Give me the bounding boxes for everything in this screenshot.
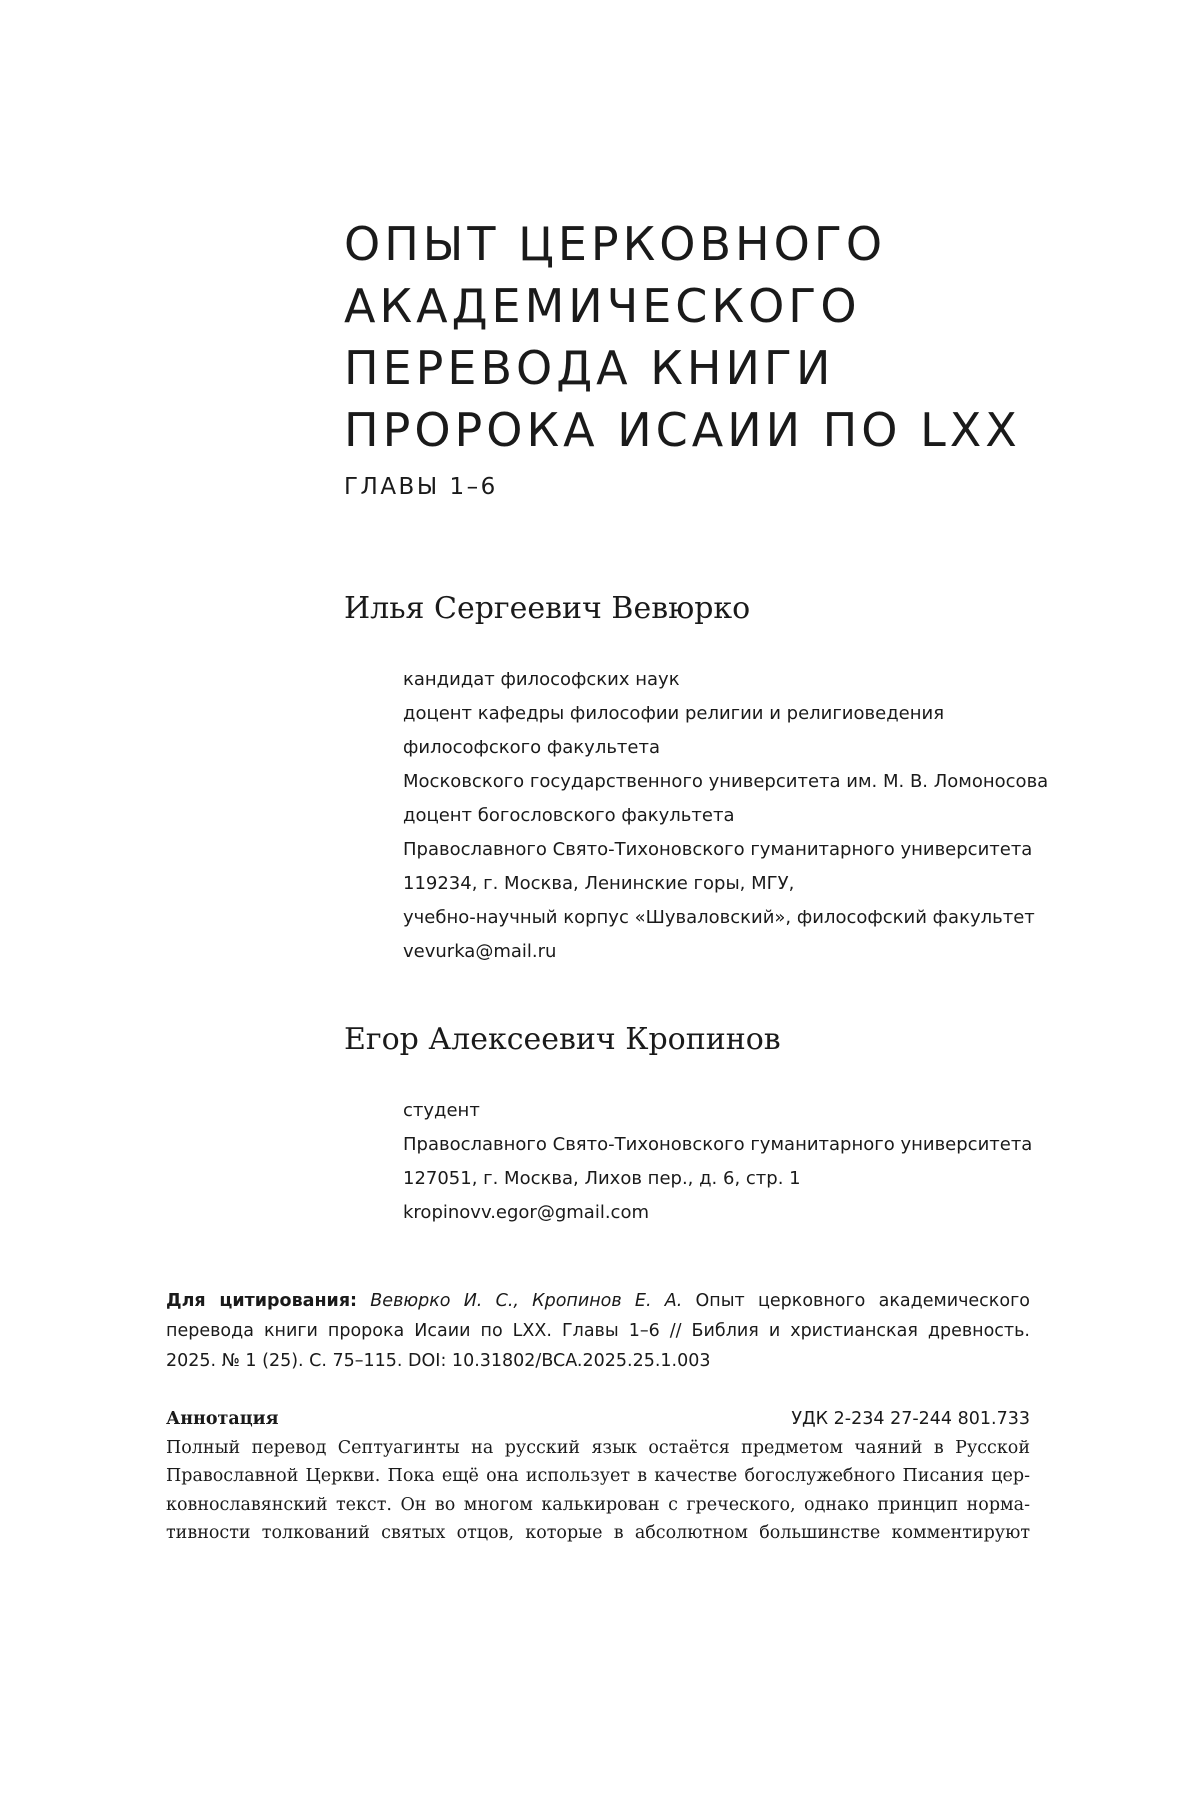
- title-line: ОПЫТ ЦЕРКОВНОГО: [344, 217, 887, 271]
- affiliation-line: кандидат философских наук: [403, 669, 680, 690]
- author-name-2: Егор Алексеевич Кропинов: [344, 1022, 781, 1057]
- citation-label: Для цитирования:: [166, 1291, 358, 1311]
- abstract-block: [166, 1405, 1030, 1548]
- title-line: ПРОРОКА ИСАИИ ПО LXX: [344, 403, 1021, 457]
- citation-text: Опыт церковного академического перевода книги пророка Исаии по LXX. Главы 1–6 // Библия и христианская древность. 2025. № 1 (25). С. 75–115. DOI: 10.31802/BCA.2025.25.1.003: [166, 1291, 1030, 1371]
- abstract-heading: Аннотация: [166, 1409, 279, 1429]
- author-email-1[interactable]: vevurka@mail.ru: [403, 941, 557, 962]
- article-title: [344, 213, 1021, 461]
- affiliation-line: философского факультета: [403, 737, 661, 758]
- affiliation-line: доцент богословского факультета: [403, 805, 735, 826]
- affiliation-line: Православного Свято-Тихоновского гуманитарного университета: [403, 839, 1033, 860]
- citation-block: [166, 1286, 1030, 1376]
- title-line: АКАДЕМИЧЕСКОГО: [344, 279, 861, 333]
- title-line: ПЕРЕВОДА КНИГИ: [344, 341, 835, 395]
- author-email-2[interactable]: kropinovv.egor@gmail.com: [403, 1202, 649, 1223]
- affiliation-line: студент: [403, 1100, 480, 1121]
- author-name-1: Илья Сергеевич Вевюрко: [344, 591, 751, 626]
- affiliation-line: Московского государственного университета им. М. В. Ломоносова: [403, 771, 1049, 792]
- article-subtitle: ГЛАВЫ 1–6: [344, 474, 498, 500]
- abstract-header: [166, 1405, 1030, 1434]
- udk-code: УДК 2-234 27-244 801.733: [791, 1409, 1030, 1429]
- affiliation-line: 127051, г. Москва, Лихов пер., д. 6, стр. 1: [403, 1168, 801, 1189]
- author-affiliation-2: [403, 1094, 1032, 1230]
- affiliation-line: 119234, г. Москва, Ленинские горы, МГУ,: [403, 873, 795, 894]
- abstract-line: Полный перевод Септуагинты на русский язык остаётся предметом чаяний в Русской: [166, 1437, 1030, 1458]
- abstract-line: тивности толкований святых отцов, которые в абсолютном большинстве комментируют: [166, 1523, 1030, 1543]
- abstract-line: ковнославянский текст. Он во многом калькирован с греческого, однако принцип норма-: [166, 1494, 1030, 1515]
- affiliation-line: Православного Свято-Тихоновского гуманитарного университета: [403, 1134, 1033, 1155]
- author-affiliation-1: [403, 663, 1048, 969]
- affiliation-line: доцент кафедры философии религии и религиоведения: [403, 703, 945, 724]
- abstract-line: Православной Церкви. Пока ещё она использует в качестве богослужебного Писания цер-: [166, 1466, 1030, 1486]
- citation-authors: Вевюрко И. С., Кропинов Е. А.: [370, 1291, 683, 1311]
- affiliation-line: учебно-научный корпус «Шуваловский», философский факультет: [403, 907, 1035, 928]
